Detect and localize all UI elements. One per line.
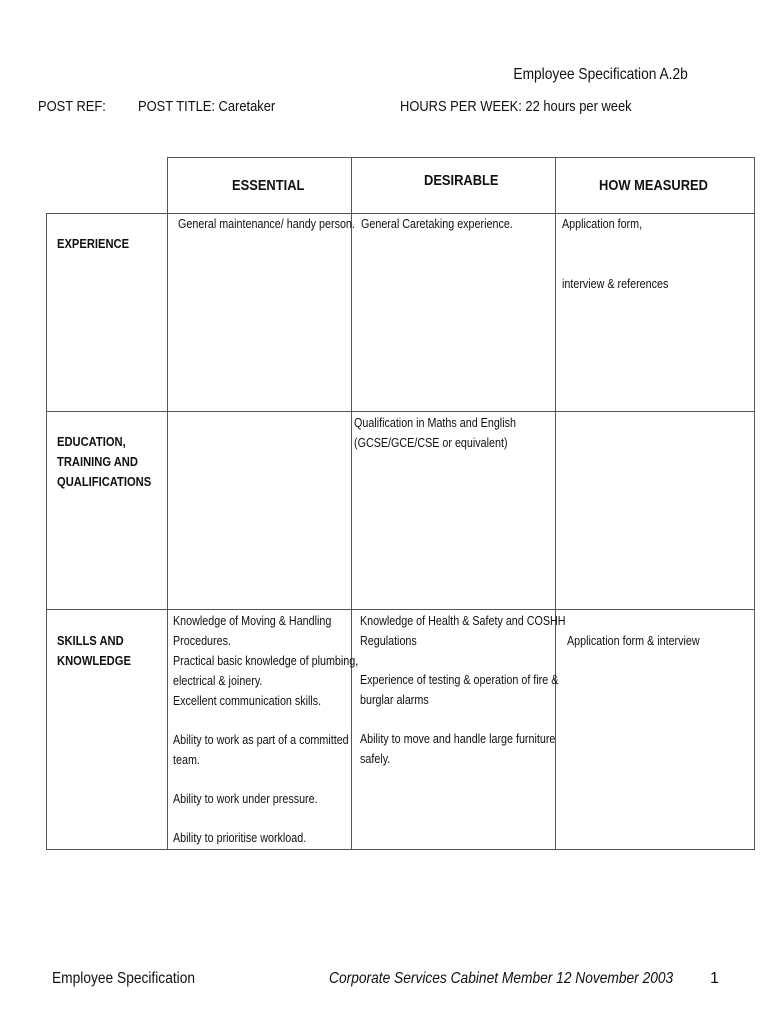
cell-line: Application form & interview	[567, 634, 700, 648]
cell-line: Ability to work under pressure.	[173, 792, 318, 806]
cell-line: Practical basic knowledge of plumbing,	[173, 654, 359, 668]
cell-line: Application form,	[562, 217, 643, 231]
footer-title: Employee Specification	[52, 970, 196, 987]
cell-line: Ability to work as part of a committed	[173, 733, 349, 747]
footer-meeting-info: Corporate Services Cabinet Member 12 November 2003	[328, 970, 673, 987]
header-desirable: DESIRABLE	[424, 172, 499, 189]
cell-line: Regulations	[360, 634, 417, 648]
post-title-label: POST TITLE: Caretaker	[138, 98, 276, 115]
cell-experience-desirable	[361, 214, 513, 234]
header-essential: ESSENTIAL	[232, 177, 305, 194]
cell-education-desirable	[354, 413, 516, 453]
row-label-skills	[57, 631, 131, 671]
cell-line: General Caretaking experience.	[361, 217, 513, 231]
cell-experience-essential	[178, 214, 355, 234]
row-divider-2	[46, 609, 755, 610]
row-label-line: KNOWLEDGE	[57, 653, 131, 668]
row-label-education	[57, 432, 151, 492]
row-label-line: TRAINING AND	[57, 454, 138, 469]
row-divider-1	[46, 411, 755, 412]
post-ref-label: POST REF:	[38, 98, 106, 115]
row-label-line: QUALIFICATIONS	[57, 474, 152, 489]
cell-line: interview & references	[562, 277, 669, 291]
cell-line: Ability to move and handle large furniture	[360, 732, 556, 746]
left-border	[46, 213, 47, 850]
cell-line: Ability to prioritise workload.	[173, 831, 307, 845]
table-bottom-border	[46, 849, 755, 850]
cell-experience-how-measured	[562, 214, 668, 294]
row-label-line: EDUCATION,	[57, 434, 126, 449]
cell-line: General maintenance/ handy person.	[178, 217, 355, 231]
cell-line: burglar alarms	[360, 693, 429, 707]
cell-skills-how-measured	[567, 631, 700, 651]
cell-skills-desirable	[360, 611, 566, 769]
table-top-border	[167, 157, 755, 158]
row-label-experience	[57, 234, 129, 254]
cell-skills-essential	[173, 611, 358, 848]
cell-line: Qualification in Maths and English	[354, 416, 516, 430]
cell-line: Experience of testing & operation of fire &	[360, 673, 559, 687]
row-label-line: EXPERIENCE	[57, 236, 130, 251]
cell-line: Procedures.	[173, 634, 231, 648]
cell-line: Knowledge of Moving & Handling	[173, 614, 332, 628]
hours-per-week-label: HOURS PER WEEK: 22 hours per week	[400, 98, 632, 115]
right-border	[754, 157, 755, 850]
document-id: Employee Specification A.2b	[513, 66, 688, 83]
cell-line: Knowledge of Health & Safety and COSHH	[360, 614, 566, 628]
cell-line: (GCSE/GCE/CSE or equivalent)	[354, 436, 508, 450]
cell-line: safely.	[360, 752, 391, 766]
col-divider-1	[167, 157, 168, 850]
row-label-line: SKILLS AND	[57, 633, 124, 648]
page-number: 1	[710, 970, 719, 987]
cell-line: team.	[173, 753, 200, 767]
header-how-measured: HOW MEASURED	[599, 177, 708, 194]
cell-line: electrical & joinery.	[173, 674, 263, 688]
cell-line: Excellent communication skills.	[173, 694, 322, 708]
